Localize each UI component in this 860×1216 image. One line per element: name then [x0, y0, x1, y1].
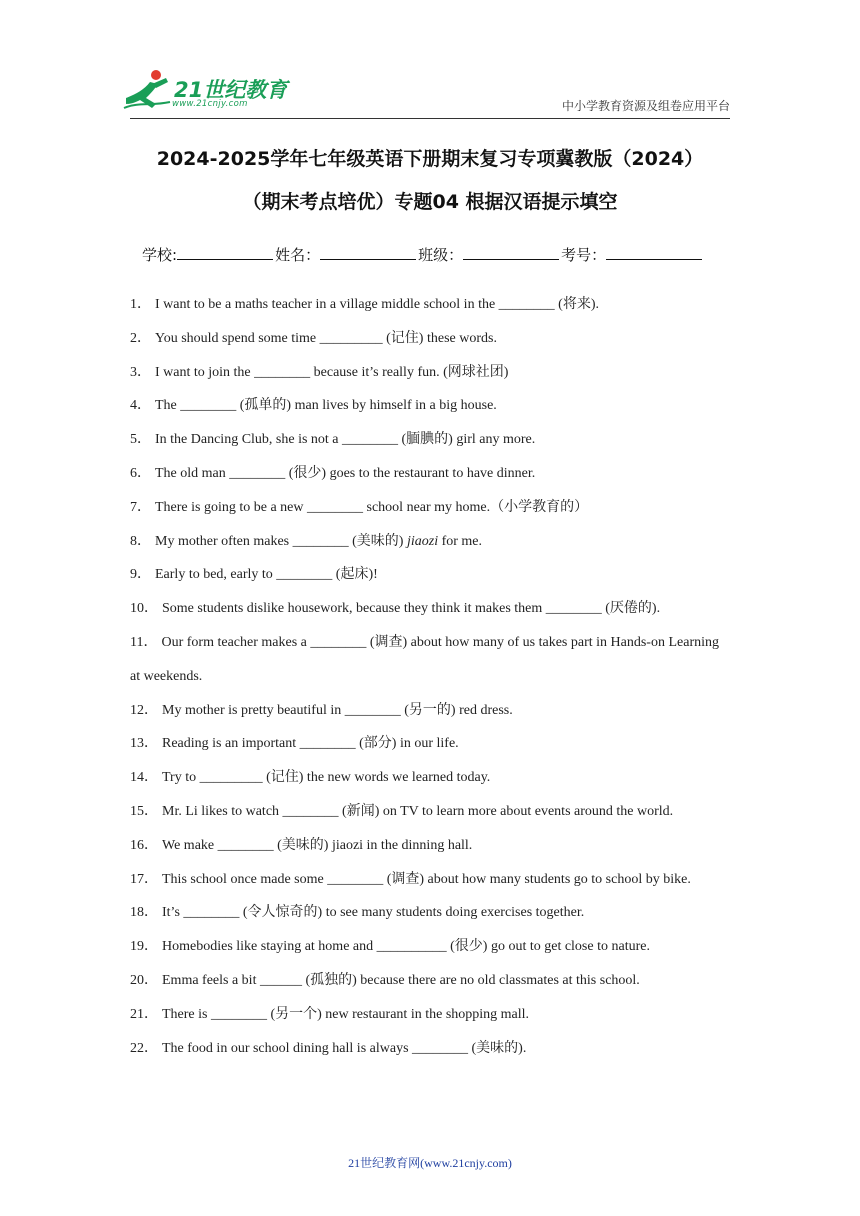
- question-item: 10． Some students dislike housework, because they think it makes them ________ (厌倦的).: [130, 601, 661, 617]
- page-footer[interactable]: 21世纪教育网(www.21cnjy.com): [348, 1156, 512, 1170]
- header-divider: [130, 118, 730, 119]
- header-slogan: 中小学教育资源及组卷应用平台: [561, 99, 730, 113]
- class-label: 班级：: [418, 246, 464, 264]
- school-label: 学校:: [142, 246, 178, 264]
- page-header: [0, 0, 860, 125]
- document-subtitle: （期末考点培优）专题04 根据汉语提示填空: [242, 191, 618, 213]
- question-item: 5． In the Dancing Club, she is not a ________ (腼腆的) girl any more.: [130, 432, 536, 448]
- question-item: 17． This school once made some ________ (调查) about how many students go to school by bike.: [130, 871, 691, 887]
- question-item: 16． We make ________ (美味的) jiaozi in the dinning hall.: [130, 837, 473, 853]
- runner-icon: [122, 68, 174, 114]
- question-item: 15． Mr. Li likes to watch ________ (新闻) on TV to learn more about events around the world.: [130, 803, 674, 819]
- question-item: 8． My mother often makes ________ (美味的) jiaozi for me.: [130, 533, 483, 549]
- name-label: 姓名：: [275, 246, 321, 264]
- question-item: 13． Reading is an important ________ (部分) in our life.: [130, 736, 459, 752]
- question-list: [130, 288, 730, 1065]
- name-blank[interactable]: [320, 245, 416, 260]
- student-info-row: [142, 244, 704, 265]
- logo-text: 21世纪教育: [174, 78, 288, 102]
- question-item: 14． Try to _________ (记住) the new words we learned today.: [130, 770, 491, 786]
- question-item: 21． There is ________ (另一个) new restaurant in the shopping mall.: [130, 1006, 530, 1022]
- question-item: 6． The old man ________ (很少) goes to the restaurant to have dinner.: [130, 465, 536, 481]
- exam-number-blank[interactable]: [606, 245, 702, 260]
- question-item: 19． Homebodies like staying at home and __________ (很少) go out to get close to nature.: [130, 939, 650, 955]
- question-item: 9． Early to bed, early to ________ (起床)!: [130, 567, 378, 583]
- question-item: 22． The food in our school dining hall is always ________ (美味的).: [130, 1040, 527, 1056]
- question-item: 4． The ________ (孤单的) man lives by himself in a big house.: [130, 398, 497, 414]
- question-item: 1． I want to be a maths teacher in a village middle school in the ________ (将来).: [130, 297, 599, 312]
- logo: [122, 68, 292, 114]
- question-item: 7． There is going to be a new ________ school near my home.（小学教育的）: [130, 499, 589, 515]
- question-item: 20． Emma feels a bit ______ (孤独的) because there are no old classmates at this school.: [130, 972, 640, 988]
- logo-url: www.21cnjy.com: [172, 99, 248, 109]
- school-blank[interactable]: [177, 245, 273, 260]
- question-item: 3． I want to join the ________ because it’s really fun. (网球社团): [130, 364, 509, 380]
- exam-number-label: 考号：: [561, 246, 607, 264]
- question-item: 11． Our form teacher makes a ________ (调查) about how many of us takes part in Hands-on Learning at weekends.: [130, 634, 719, 684]
- question-item: 2． You should spend some time _________ (记住) these words.: [130, 330, 497, 346]
- question-item: 12． My mother is pretty beautiful in ________ (另一的) red dress.: [130, 702, 513, 718]
- class-blank[interactable]: [463, 245, 559, 260]
- document-title: 2024-2025学年七年级英语下册期末复习专项冀教版（2024）: [156, 148, 704, 170]
- question-item: 18． It’s ________ (令人惊奇的) to see many students doing exercises together.: [130, 905, 585, 921]
